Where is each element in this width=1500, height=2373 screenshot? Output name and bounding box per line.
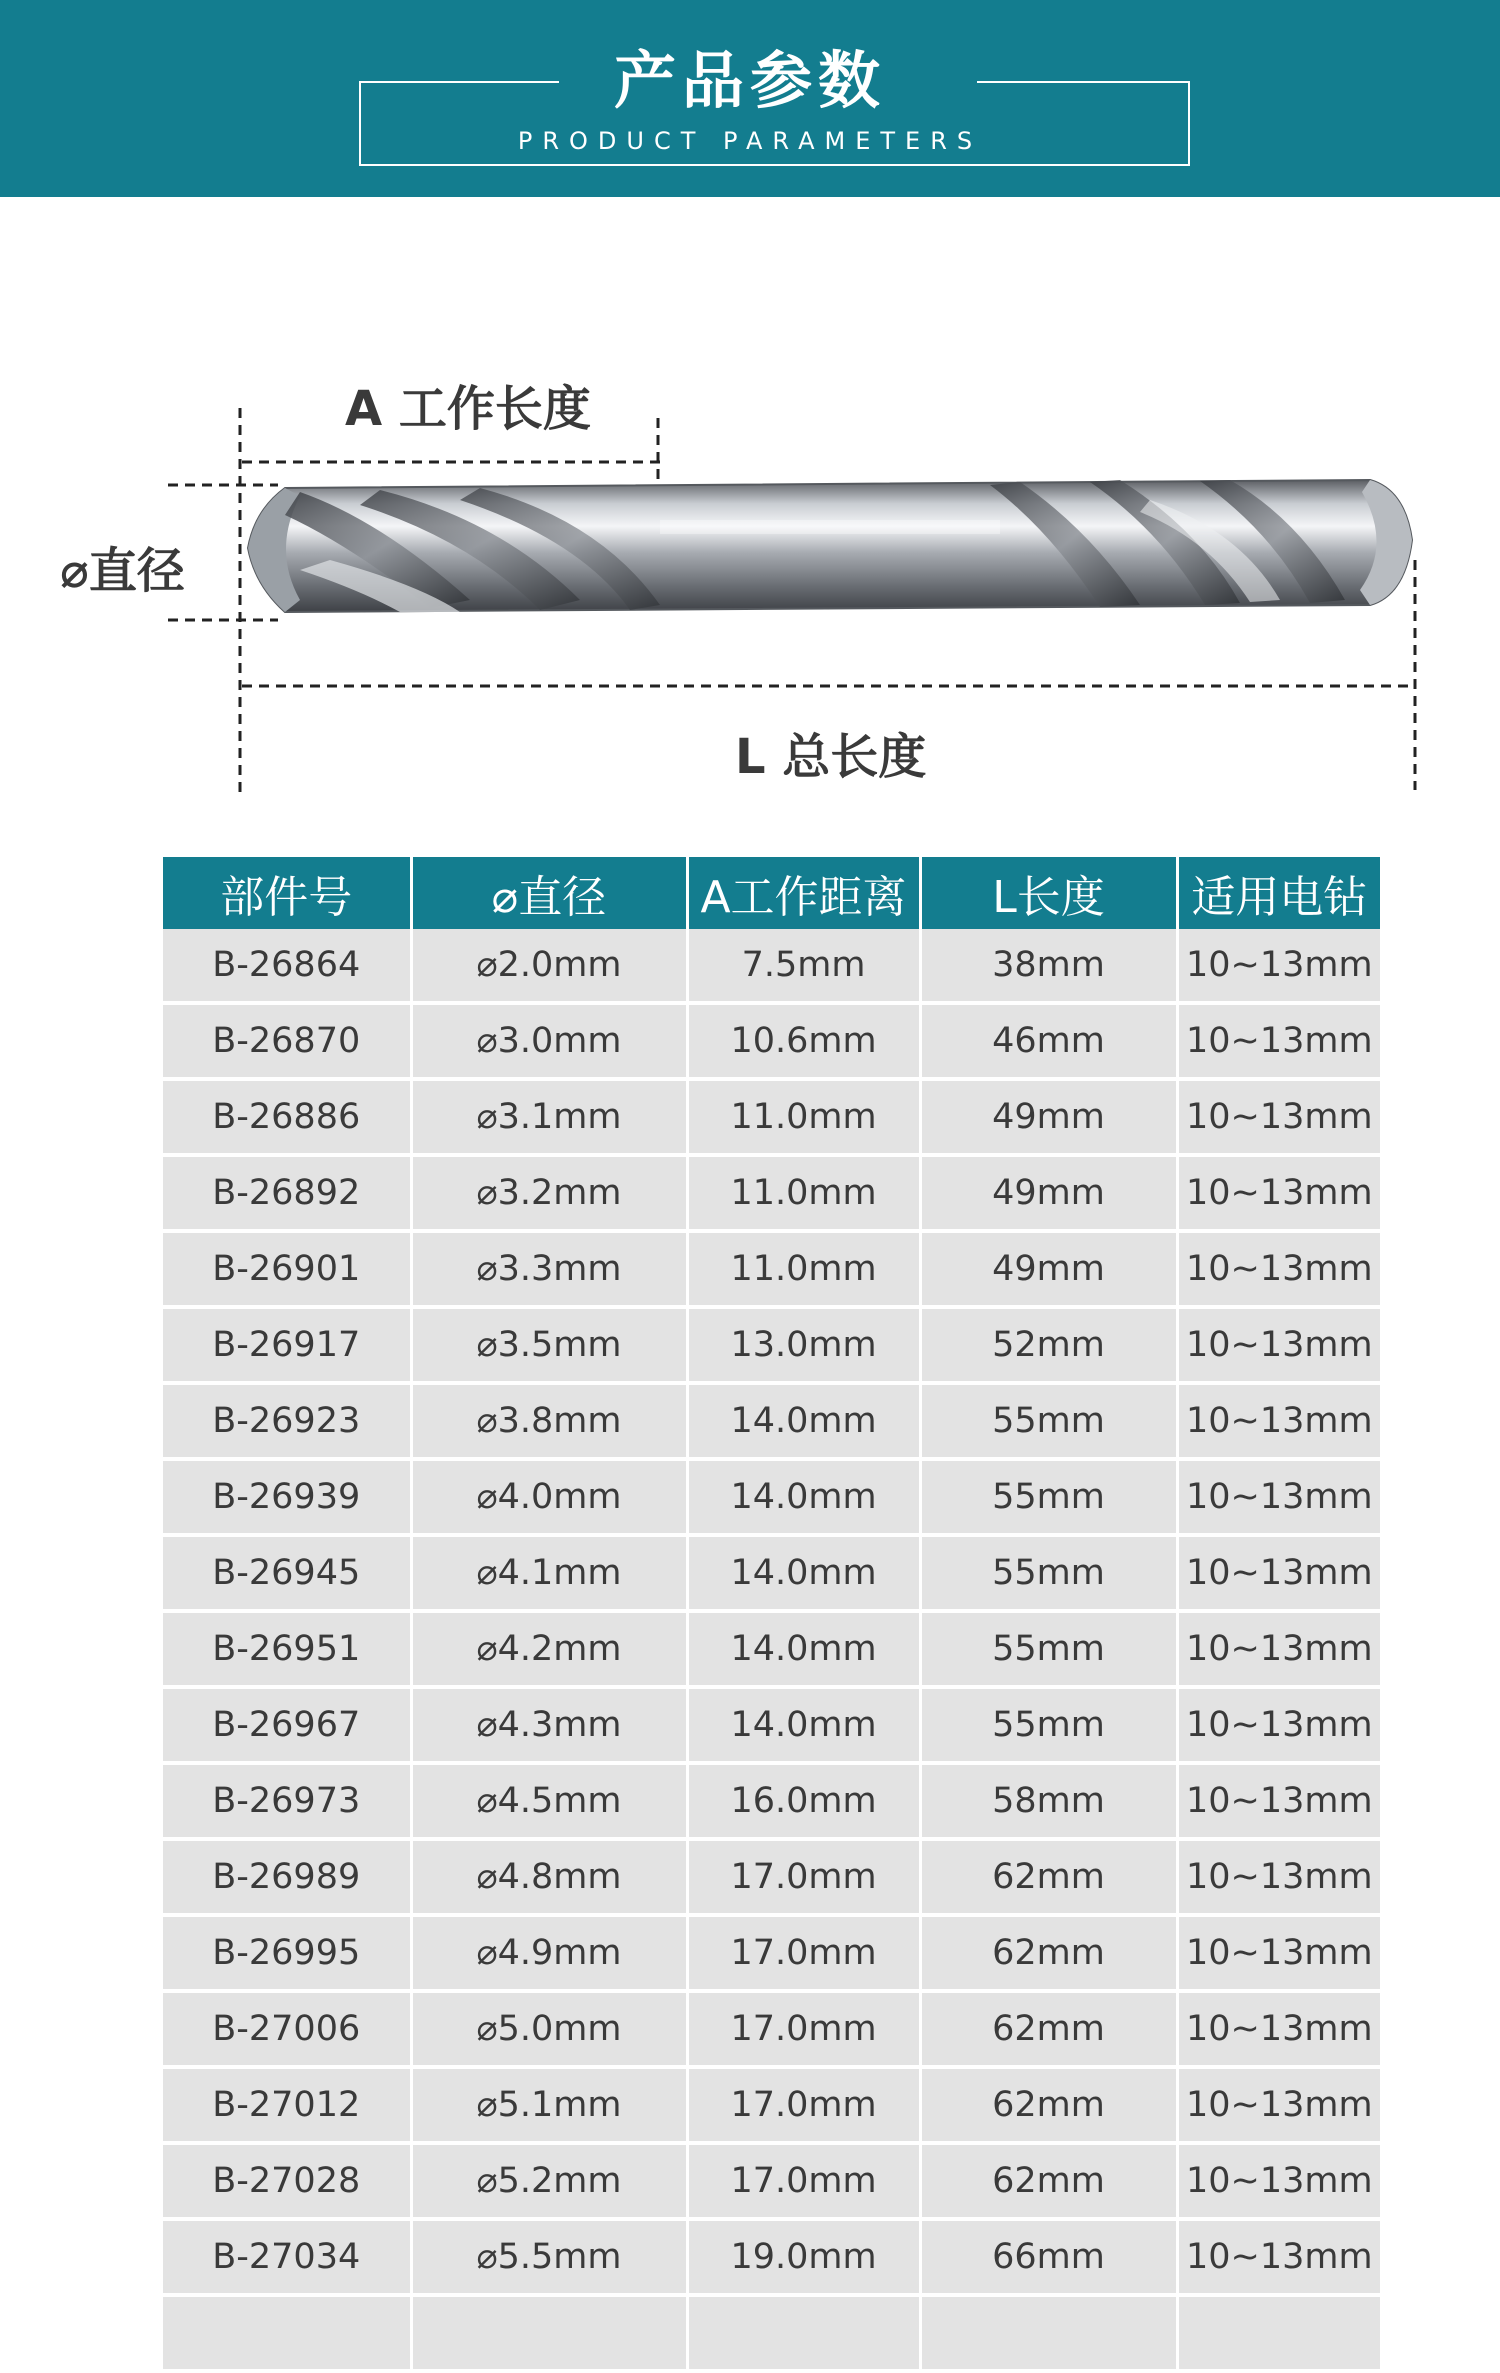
part-number-cell [163,2295,411,2371]
working-distance-cell: 16.0mm [687,1763,920,1839]
diameter-cell: ⌀5.0mm [411,1991,687,2067]
part-number-header: 部件号 [163,857,411,929]
drill-chuck-cell: 10~13mm [1177,1231,1380,1307]
drill-chuck-cell: 10~13mm [1177,929,1380,1003]
table-row [163,2143,1380,2219]
table-row [163,1611,1380,1687]
length-cell: 49mm [920,1155,1177,1231]
part-number-cell: B-26901 [163,1231,411,1307]
working-length-label: A 工作长度 [345,381,591,437]
page-title: 产品参数 [613,44,886,117]
length-cell: 66mm [920,2219,1177,2295]
length-cell: 62mm [920,2067,1177,2143]
part-number-cell: B-26923 [163,1383,411,1459]
drill-chuck-cell [1177,2295,1380,2371]
table-row [163,2067,1380,2143]
diameter-cell: ⌀4.2mm [411,1611,687,1687]
table-row [163,2295,1380,2371]
table-row [163,1991,1380,2067]
table-row [163,1079,1380,1155]
part-number-cell: B-26989 [163,1839,411,1915]
drill-chuck-cell: 10~13mm [1177,2067,1380,2143]
drill-chuck-cell: 10~13mm [1177,1307,1380,1383]
drill-chuck-cell: 10~13mm [1177,1915,1380,1991]
length-cell: 46mm [920,1003,1177,1079]
diameter-cell: ⌀3.3mm [411,1231,687,1307]
working-distance-cell: 14.0mm [687,1459,920,1535]
working-distance-cell: 11.0mm [687,1155,920,1231]
part-number-cell: B-26864 [163,929,411,1003]
length-cell: 55mm [920,1459,1177,1535]
length-cell: 49mm [920,1079,1177,1155]
working-distance-cell: 17.0mm [687,2067,920,2143]
diameter-cell: ⌀2.0mm [411,929,687,1003]
part-number-cell: B-26870 [163,1003,411,1079]
length-cell: 55mm [920,1687,1177,1763]
part-number-cell: B-26886 [163,1079,411,1155]
drill-chuck-cell: 10~13mm [1177,2219,1380,2295]
length-cell: 62mm [920,2143,1177,2219]
diameter-cell: ⌀4.5mm [411,1763,687,1839]
length-cell: 55mm [920,1535,1177,1611]
part-number-cell: B-26945 [163,1535,411,1611]
working-distance-cell: 11.0mm [687,1231,920,1307]
drill-chuck-cell: 10~13mm [1177,1383,1380,1459]
working-distance-cell: 14.0mm [687,1383,920,1459]
working-distance-cell: 19.0mm [687,2219,920,2295]
table-row [163,1459,1380,1535]
table-row [163,929,1380,1003]
working-distance-cell [687,2295,920,2371]
diameter-cell: ⌀4.0mm [411,1459,687,1535]
working-distance-cell: 17.0mm [687,1839,920,1915]
part-number-cell: B-27012 [163,2067,411,2143]
diameter-cell: ⌀4.8mm [411,1839,687,1915]
diameter-cell: ⌀3.1mm [411,1079,687,1155]
working-distance-cell: 7.5mm [687,929,920,1003]
working-distance-cell: 14.0mm [687,1535,920,1611]
diameter-cell [411,2295,687,2371]
drill-chuck-header: 适用电钻 [1177,857,1380,929]
diameter-cell: ⌀4.9mm [411,1915,687,1991]
diameter-cell: ⌀4.3mm [411,1687,687,1763]
diameter-cell: ⌀3.0mm [411,1003,687,1079]
working-distance-cell: 14.0mm [687,1687,920,1763]
part-number-cell: B-27028 [163,2143,411,2219]
part-number-cell: B-26967 [163,1687,411,1763]
length-cell [920,2295,1177,2371]
length-cell: 58mm [920,1763,1177,1839]
table-row [163,1383,1380,1459]
table-row [163,1155,1380,1231]
total-length-label: L 总长度 [735,729,927,785]
length-cell: 62mm [920,1915,1177,1991]
length-header: L长度 [920,857,1177,929]
length-cell: 52mm [920,1307,1177,1383]
diameter-cell: ⌀3.5mm [411,1307,687,1383]
drill-bit-diagram [0,300,1500,820]
drill-chuck-cell: 10~13mm [1177,1079,1380,1155]
length-cell: 55mm [920,1383,1177,1459]
working-distance-cell: 17.0mm [687,1991,920,2067]
length-cell: 62mm [920,1991,1177,2067]
working-distance-cell: 13.0mm [687,1307,920,1383]
table-row [163,1763,1380,1839]
working-distance-header: A工作距离 [687,857,920,929]
spec-table [163,857,1380,2373]
length-cell: 49mm [920,1231,1177,1307]
table-row [163,1915,1380,1991]
table-row [163,1687,1380,1763]
diameter-cell: ⌀5.2mm [411,2143,687,2219]
diameter-cell: ⌀5.5mm [411,2219,687,2295]
drill-chuck-cell: 10~13mm [1177,1459,1380,1535]
diameter-header: ⌀直径 [411,857,687,929]
drill-chuck-cell: 10~13mm [1177,2143,1380,2219]
diameter-cell: ⌀3.2mm [411,1155,687,1231]
working-distance-cell: 11.0mm [687,1079,920,1155]
working-distance-cell: 17.0mm [687,1915,920,1991]
drill-chuck-cell: 10~13mm [1177,1991,1380,2067]
table-header-row [163,857,1380,929]
part-number-cell: B-26973 [163,1763,411,1839]
drill-chuck-cell: 10~13mm [1177,1155,1380,1231]
drill-chuck-cell: 10~13mm [1177,1003,1380,1079]
working-distance-cell: 10.6mm [687,1003,920,1079]
part-number-cell: B-26951 [163,1611,411,1687]
diameter-cell: ⌀4.1mm [411,1535,687,1611]
diameter-cell: ⌀5.1mm [411,2067,687,2143]
drill-chuck-cell: 10~13mm [1177,1687,1380,1763]
working-distance-cell: 17.0mm [687,2143,920,2219]
part-number-cell: B-26892 [163,1155,411,1231]
part-number-cell: B-26995 [163,1915,411,1991]
part-number-cell: B-26939 [163,1459,411,1535]
table-row [163,1003,1380,1079]
length-cell: 62mm [920,1839,1177,1915]
table-row [163,2219,1380,2295]
diameter-label: ⌀直径 [60,543,185,599]
drill-chuck-cell: 10~13mm [1177,1611,1380,1687]
table-body [163,929,1380,2371]
diameter-cell: ⌀3.8mm [411,1383,687,1459]
part-number-cell: B-27006 [163,1991,411,2067]
table-row [163,1535,1380,1611]
length-cell: 55mm [920,1611,1177,1687]
table-row [163,1231,1380,1307]
drill-chuck-cell: 10~13mm [1177,1763,1380,1839]
page-subtitle: PRODUCT PARAMETERS [517,127,983,155]
part-number-cell: B-27034 [163,2219,411,2295]
length-cell: 38mm [920,929,1177,1003]
working-distance-cell: 14.0mm [687,1611,920,1687]
drill-chuck-cell: 10~13mm [1177,1839,1380,1915]
drill-chuck-cell: 10~13mm [1177,1535,1380,1611]
table-row [163,1839,1380,1915]
table-row [163,1307,1380,1383]
part-number-cell: B-26917 [163,1307,411,1383]
